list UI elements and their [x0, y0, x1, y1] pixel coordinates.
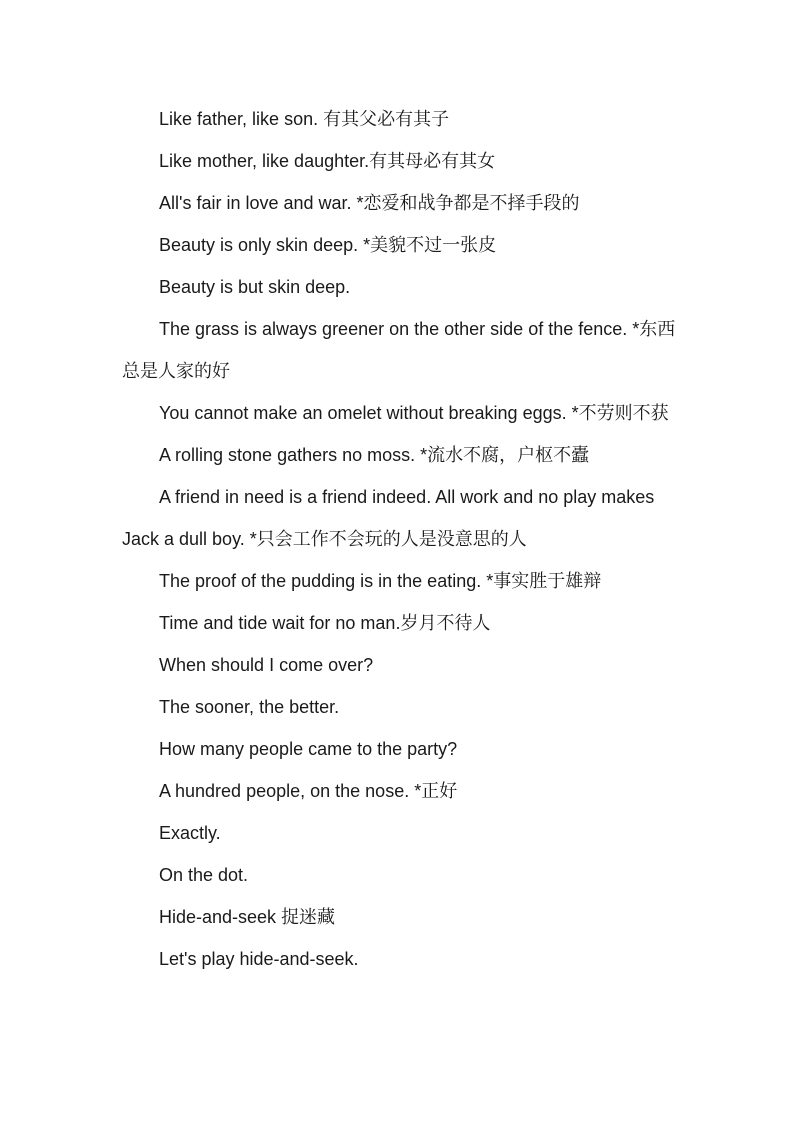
text-line: Time and tide wait for no man.岁月不待人 — [159, 613, 491, 633]
text-line: Beauty is only skin deep. *美貌不过一张皮 — [159, 235, 497, 255]
text-line: The proof of the pudding is in the eating. *事实胜于雄辩 — [159, 571, 602, 591]
text-line: On the dot. — [159, 865, 249, 885]
text-line: How many people came to the party? — [159, 739, 458, 759]
text-line: A friend in need is a friend indeed. All work and no play makes Jack a dull boy. *只会工作不会玩的人是没意思的人 — [122, 487, 655, 549]
text-line: A rolling stone gathers no moss. *流水不腐，户枢不蠹 — [159, 445, 590, 465]
text-line: When should I come over? — [159, 655, 374, 675]
text-line: Beauty is but skin deep. — [159, 277, 351, 297]
text-line: Like mother, like daughter.有其母必有其女 — [159, 151, 496, 171]
text-line: You cannot make an omelet without breaking eggs. *不劳则不获 — [159, 403, 669, 423]
text-line: A hundred people, on the nose. *正好 — [159, 781, 458, 801]
text-line: The sooner, the better. — [159, 697, 340, 717]
text-line: The grass is always greener on the other side of the fence. *东西总是人家的好 — [122, 319, 676, 381]
text-line: Like father, like son. 有其父必有其子 — [159, 109, 450, 129]
document-body — [122, 98, 682, 980]
text-line: All's fair in love and war. *恋爱和战争都是不择手段的 — [159, 193, 580, 213]
text-line: Exactly. — [159, 823, 221, 843]
text-line: Hide-and-seek 捉迷藏 — [159, 907, 336, 927]
text-line: Let's play hide-and-seek. — [159, 949, 359, 969]
